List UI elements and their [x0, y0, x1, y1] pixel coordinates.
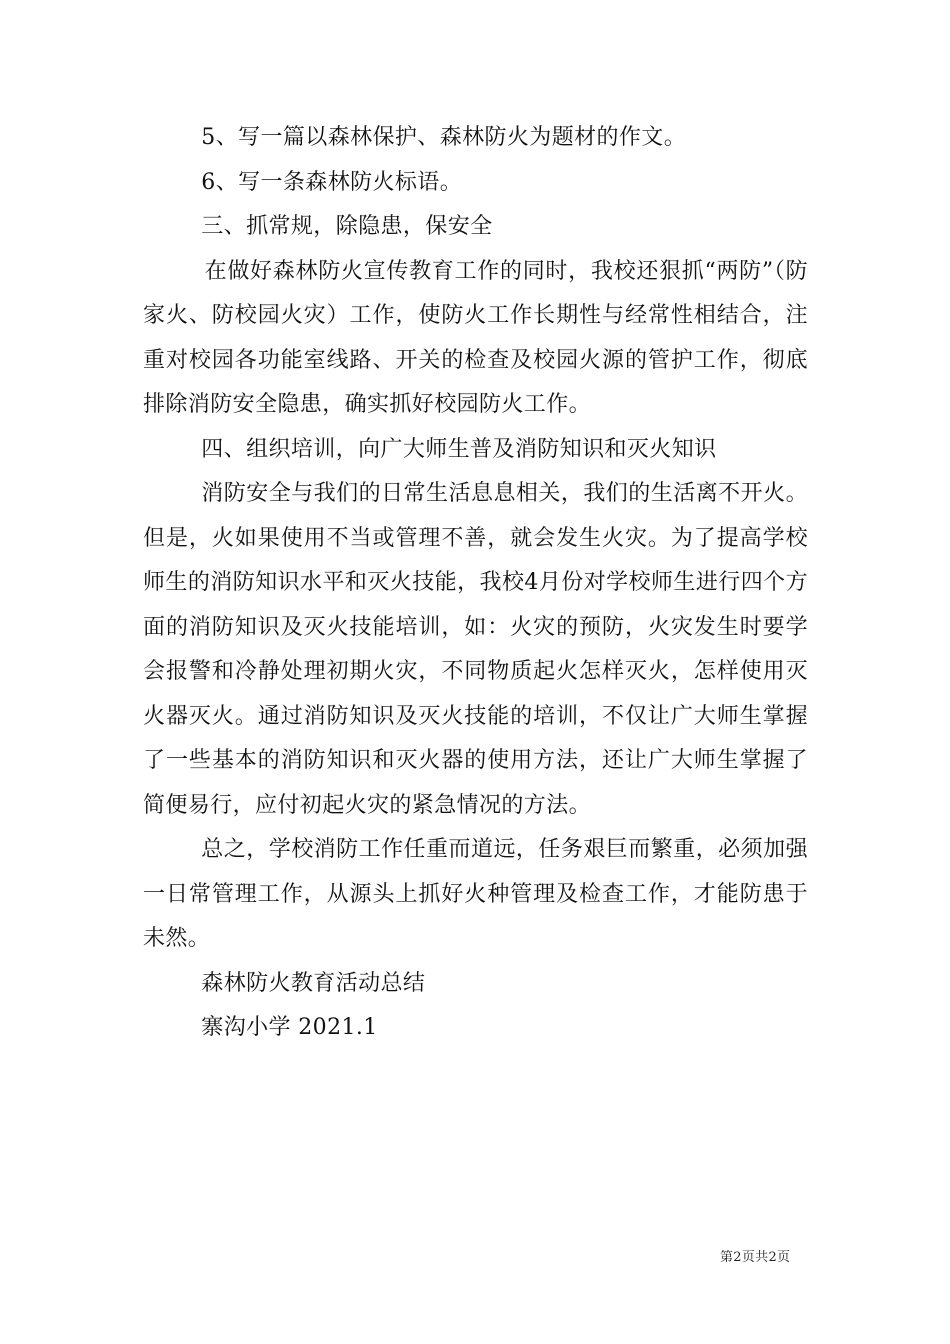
list-item-essay: 5、写一篇以森林保护、森林防火为题材的作文。	[201, 125, 687, 150]
paragraph-conclusion: 总之，学校消防工作任重而道远，任务艰巨而繁重，必须加强一日常管理工作，从源头上抓好火种管理及检查工作，才能防患于未然。	[143, 837, 808, 951]
page-indicator: 第2页共2页	[720, 1250, 791, 1265]
paragraph-fire-prevention: 在做好森林防火宣传教育工作的同时，我校还狠抓“两防”（防家火、防校园火灾）工作，使防火工作长期性与经常性相结合，注重对校园各功能室线路、开关的检查及校园火源的管护工作，彻底排除消防安全隐患，确实抓好校园防火工作。	[143, 258, 808, 417]
list-item-slogan: 6、写一条森林防火标语。	[201, 169, 463, 195]
paragraph-training: 消防安全与我们的日常生活息息相关，我们的生活离不开火。但是，火如果使用不当或管理不善，就会发生火灾。为了提高学校师生的消防知识水平和灭火技能，我校4月份对学校师生进行四个方面的消防知识及灭火技能培训，如：火灾的预防，火灾发生时要学会报警和冷静处理初期火灾，不同物质起火怎样灭火，怎样使用灭火器灭火。通过消防知识及灭火技能的培训，不仅让广大师生掌握了一些基本的消防知识和灭火器的使用方法，还让广大师生掌握了简便易行，应付初起火灾的紧急情况的方法。	[143, 481, 808, 818]
section-heading-training: 四、组织培训，向广大师生普及消防知识和灭火知识	[201, 436, 717, 462]
section-heading-routine: 三、抓常规，除隐患，保安全	[201, 214, 493, 239]
document-title-signoff: 森林防火教育活动总结	[201, 970, 426, 996]
school-signature-date: 寨沟小学 2021.1	[201, 1015, 378, 1040]
document-body	[143, 116, 808, 1051]
